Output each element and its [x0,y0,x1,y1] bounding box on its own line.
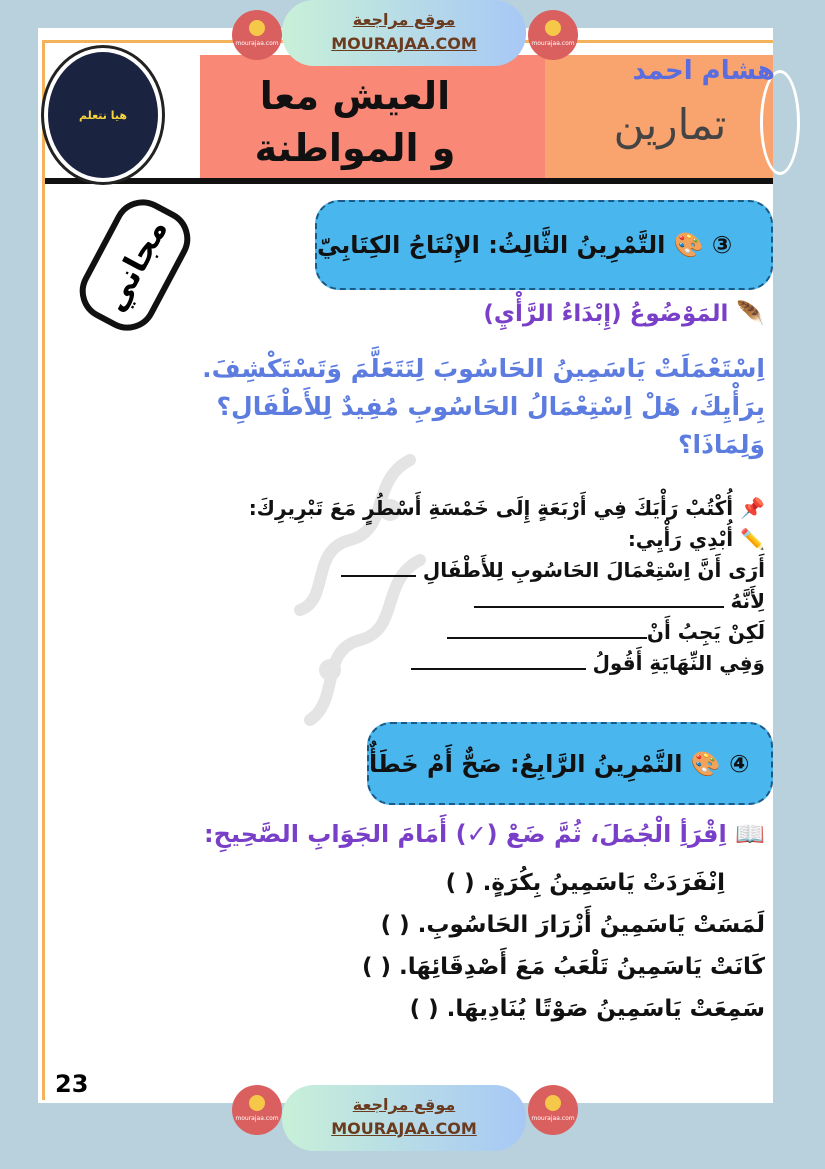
prompt-paragraph [65,350,765,464]
prompt-text: ✏️ أُبْدِي رَأْيِي: [627,527,765,551]
exercise-3-title: ③ 🎨 التَّمْرِينُ الثَّالِثُ: الإِنْتَاجُ الكِتَابِيّ [317,231,733,259]
paragraph-line: وَلِمَاذَا؟ [678,430,765,459]
watermark-arabic: موقع مراجعة [352,1095,456,1114]
exercise-4-title: ④ 🎨 التَّمْرِينُ الرَّابِعُ: صَحٌّ أَمْ خَطَأٌ [369,749,750,778]
orange-border-left [42,40,45,1100]
page-title [240,70,470,174]
sentence-item[interactable]: لَمَسَتْ يَاسَمِينُ أَزْرَارَ الحَاسُوبِ. ( ) [380,912,765,938]
watermark-latin: MOURAJAA.COM [331,34,477,53]
page-number: 23 [55,1070,89,1098]
title-line-2: و المواطنة [254,126,456,170]
subject-heading: 🪶 المَوْضُوعُ (إِبْدَاءُ الرَّأْيِ) [483,301,765,327]
exercise-4-header [367,722,773,805]
answer-line[interactable]: أَرَى أَنَّ اِسْتِعْمَالَ الحَاسُوبِ لِلأَطْفَالِ [205,555,765,586]
site-watermark[interactable] [282,0,526,66]
free-stamp: مجاني [69,189,201,341]
sentence-item[interactable]: كَانَتْ يَاسَمِينُ تَلْعَبُ مَعَ أَصْدِقَائِهَا. ( ) [361,954,765,980]
paragraph-line: اِسْتَعْمَلَتْ يَاسَمِينُ الحَاسُوبَ لِتَتَعَلَّمَ وَتَسْتَكْشِفَ. [202,354,765,383]
exercise-3-header [315,200,773,290]
site-watermark-footer[interactable] [282,1085,526,1151]
site-badge-icon: mourajaa.com [528,10,578,60]
watermark-latin: MOURAJAA.COM [331,1119,477,1138]
site-badge-icon: mourajaa.com [232,1085,282,1135]
instruction: 📖 اِقْرَأِ الْجُمَلَ، ثُمَّ ضَعْ (✓) أَمَامَ الجَوَابِ الصَّحِيحِ: [204,820,765,848]
site-badge-icon: mourajaa.com [232,10,282,60]
answer-line[interactable]: لَكِنْ يَجِبُ أَنْ [205,617,765,648]
sentence-item[interactable]: اِنْفَرَدَتْ يَاسَمِينُ بِكُرَةٍ. ( ) [445,870,725,896]
answer-line[interactable]: لِأَنَّهُ [205,586,765,617]
title-line-1: العيش معا [259,74,451,118]
watermark-arabic: موقع مراجعة [352,10,456,29]
avatar-logo [44,48,162,182]
sentence-item[interactable]: سَمِعَتْ يَاسَمِينُ صَوْتًا يُنَادِيهَا. ( ) [409,996,765,1022]
task-text: 📌 أُكْتُبْ رَأْيَكَ فِي أَرْبَعَةٍ إِلَى خَمْسَةِ أَسْطُرٍ مَعَ تَبْرِيرِكَ: [248,496,765,520]
header-divider [45,178,773,184]
answer-line[interactable]: وَفِي النِّهَايَةِ أَقُولُ [205,648,765,679]
author-name: هشام احمد [632,56,775,86]
section-label: تمارين [613,100,727,149]
paragraph-line: بِرَأْيِكَ، هَلْ اِسْتِعْمَالُ الحَاسُوبِ مُفِيدٌ لِلأَطْفَالِ؟ [216,392,765,421]
writing-task [205,493,765,679]
avatar-text: هيا نتعلم [78,108,128,122]
site-badge-icon: mourajaa.com [528,1085,578,1135]
